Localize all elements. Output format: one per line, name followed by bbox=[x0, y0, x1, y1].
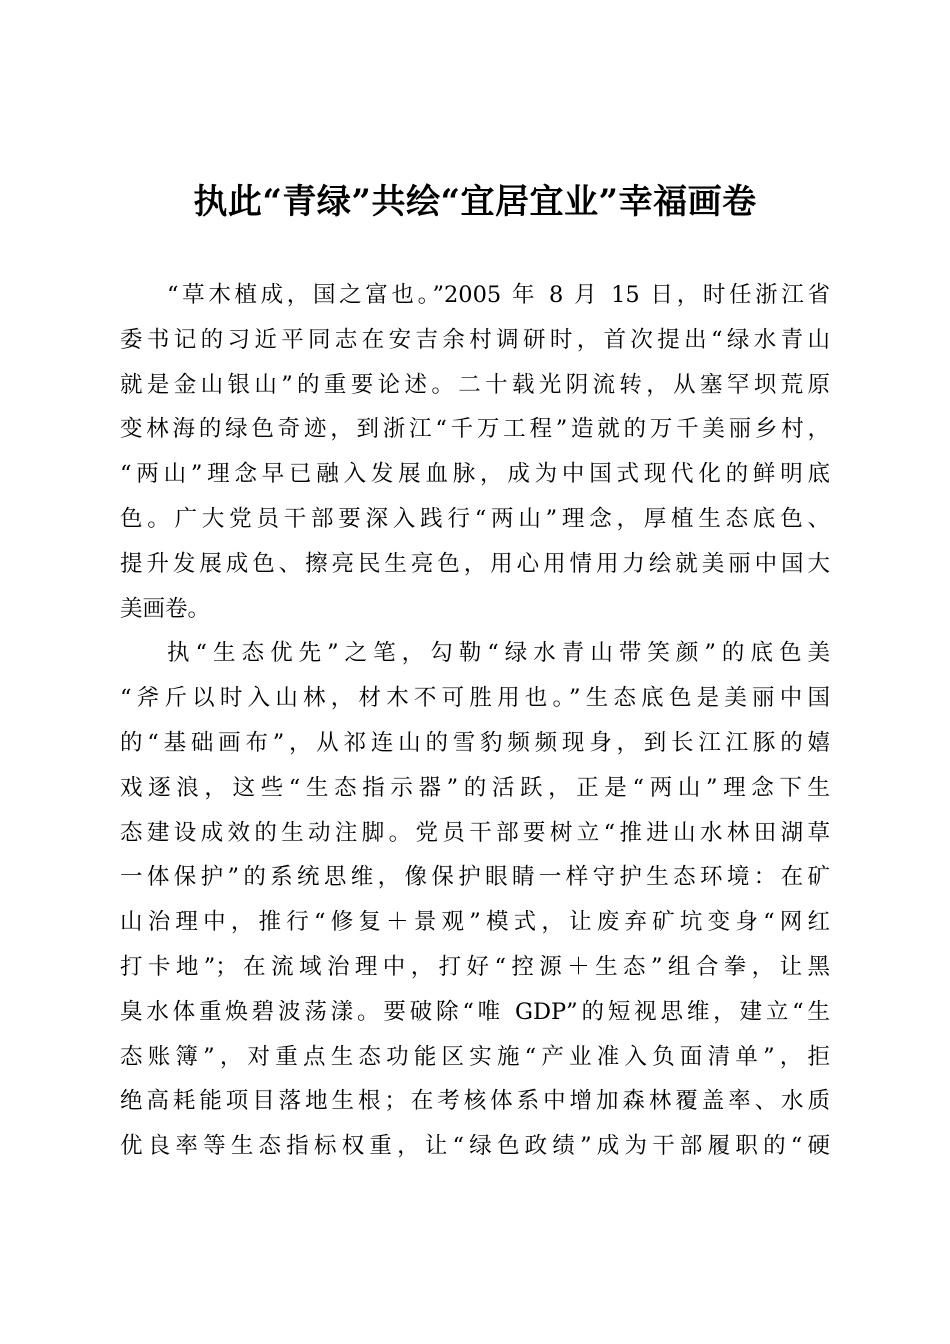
page-title: 执此“青绿”共绘“宜居宜业”幸福画卷 bbox=[193, 182, 757, 222]
paragraph-2-line-4: 戏逐浪，这些“生态指示器”的活跃，正是“两山”理念下生 bbox=[120, 774, 830, 801]
paragraph-1-line-7: 提升发展成色、擦亮民生亮色，用心用情用力绘就美丽中国大 bbox=[120, 550, 830, 577]
paragraph-1-line-5: “两山”理念早已融入发展血脉，成为中国式现代化的鲜明底 bbox=[120, 461, 830, 488]
paragraph-2-line-3: 的“基础画布”，从祁连山的雪豹频频现身，到长江江豚的嬉 bbox=[120, 729, 830, 756]
paragraph-2-line-1: 执“生态优先”之笔，勾勒“绿水青山带笑颜”的底色美 bbox=[167, 640, 830, 667]
paragraph-2-line-6: 一体保护”的系统思维，像保护眼睛一样守护生态环境：在矿 bbox=[120, 864, 830, 891]
paragraph-2-line-2: “斧斤以时入山林，材木不可胜用也。”生态底色是美丽中国 bbox=[120, 685, 830, 712]
paragraph-2-line-12: 优良率等生态指标权重，让“绿色政绩”成为干部履职的“硬 bbox=[120, 1133, 830, 1160]
paragraph-1-line-8: 美画卷。 bbox=[120, 595, 211, 622]
paragraph-2-line-8: 打卡地”；在流域治理中，打好“控源＋生态”组合拳，让黑 bbox=[120, 953, 830, 980]
paragraph-1-line-2: 委书记的习近平同志在安吉余村调研时，首次提出“绿水青山 bbox=[120, 326, 830, 353]
document-body bbox=[120, 273, 830, 1169]
paragraph-1-line-6: 色。广大党员干部要深入践行“两山”理念，厚植生态底色、 bbox=[120, 505, 830, 532]
paragraph-2-line-7: 山治理中，推行“修复＋景观”模式，让废弃矿坑变身“网红 bbox=[120, 909, 830, 936]
paragraph-1-line-4: 变林海的绿色奇迹，到浙江“千万工程”造就的万千美丽乡村， bbox=[120, 416, 830, 443]
paragraph-2-line-10: 态账簿”，对重点生态功能区实施“产业准入负面清单”，拒 bbox=[120, 1043, 830, 1070]
paragraph-2-line-11: 绝高耗能项目落地生根；在考核体系中增加森林覆盖率、水质 bbox=[120, 1088, 830, 1115]
paragraph-1-line-3: 就是金山银山”的重要论述。二十载光阴流转，从塞罕坝荒原 bbox=[120, 371, 830, 398]
paragraph-2-line-9: 臭水体重焕碧波荡漾。要破除“唯 GDP”的短视思维，建立“生 bbox=[120, 998, 830, 1025]
paragraph-2-line-5: 态建设成效的生动注脚。党员干部要树立“推进山水林田湖草 bbox=[120, 819, 830, 846]
paragraph-1-line-1: “草木植成，国之富也。”2005 年 8 月 15 日，时任浙江省 bbox=[167, 282, 830, 308]
